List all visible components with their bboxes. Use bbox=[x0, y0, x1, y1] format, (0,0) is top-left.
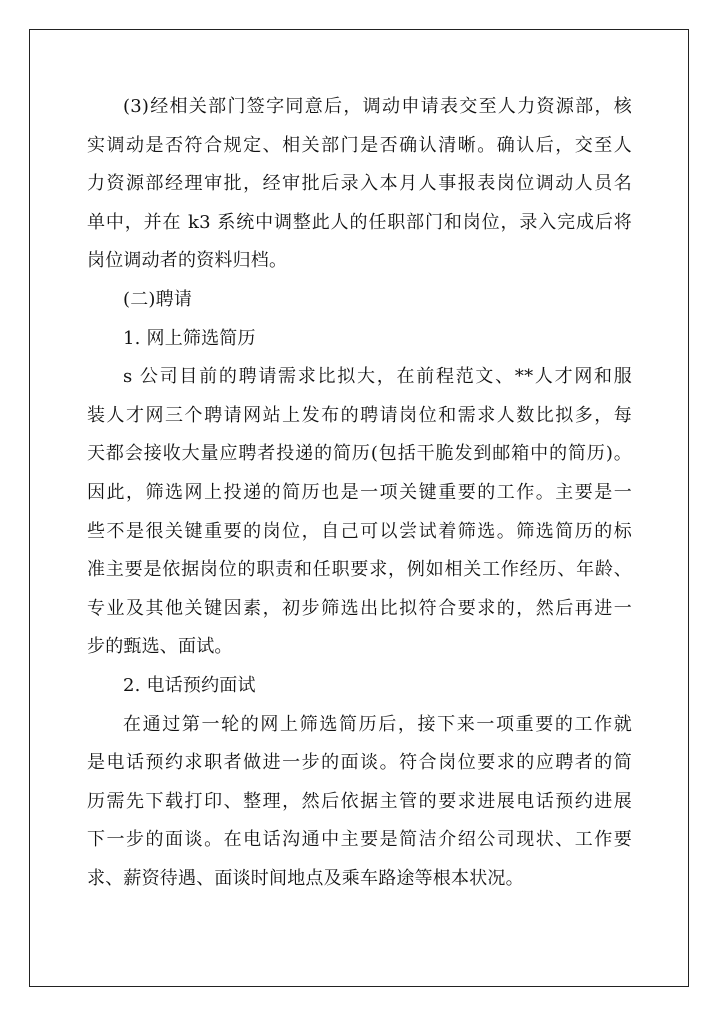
text-line: 准主要是依据岗位的职责和任职要求，例如相关工作经历、年龄、 bbox=[87, 559, 632, 581]
text-line: 是电话预约求职者做进一步的面谈。符合岗位要求的应聘者的简 bbox=[87, 752, 632, 774]
text-line: 下一步的面谈。在电话沟通中主要是简洁介绍公司现状、工作要 bbox=[87, 829, 632, 851]
text-line: 力资源部经理审批，经审批后录入本月人事报表岗位调动人员名 bbox=[87, 173, 632, 195]
subsection-heading: 2. 电话预约面试 bbox=[123, 674, 256, 696]
text-line: 在通过第一轮的网上筛选简历后，接下来一项重要的工作就 bbox=[123, 713, 632, 735]
text-line: 些不是很关键重要的岗位，自己可以尝试着筛选。筛选简历的标 bbox=[87, 520, 632, 542]
document-body bbox=[87, 88, 632, 898]
text-line: (3)经相关部门签字同意后，调动申请表交至人力资源部，核 bbox=[123, 96, 632, 117]
section-heading: (二)聘请 bbox=[123, 288, 193, 310]
text-line: 步的甄选、面试。 bbox=[87, 636, 233, 658]
text-line: 装人才网三个聘请网站上发布的聘请岗位和需求人数比拟多，每 bbox=[87, 404, 632, 426]
text-line: 天都会接收大量应聘者投递的简历(包括干脆发到邮箱中的简历)。 bbox=[87, 443, 632, 465]
subsection-heading: 1. 网上筛选简历 bbox=[123, 327, 256, 349]
text-line: 专业及其他关键因素，初步筛选出比拟符合要求的，然后再进一 bbox=[87, 597, 632, 619]
text-line: 历需先下载打印、整理，然后依据主管的要求进展电话预约进展 bbox=[87, 790, 632, 812]
text-line: 岗位调动者的资料归档。 bbox=[87, 250, 288, 272]
text-line: 因此，筛选网上投递的简历也是一项关键重要的工作。主要是一 bbox=[87, 481, 632, 503]
text-line: s 公司目前的聘请需求比拟大，在前程范文、**人才网和服 bbox=[123, 366, 632, 388]
text-line: 求、薪资待遇、面谈时间地点及乘车路途等根本状况。 bbox=[87, 867, 524, 889]
text-line: 单中，并在 k3 系统中调整此人的任职部门和岗位，录入完成后将 bbox=[87, 211, 632, 233]
text-line: 实调动是否符合规定、相关部门是否确认清晰。确认后，交至人 bbox=[87, 134, 632, 156]
